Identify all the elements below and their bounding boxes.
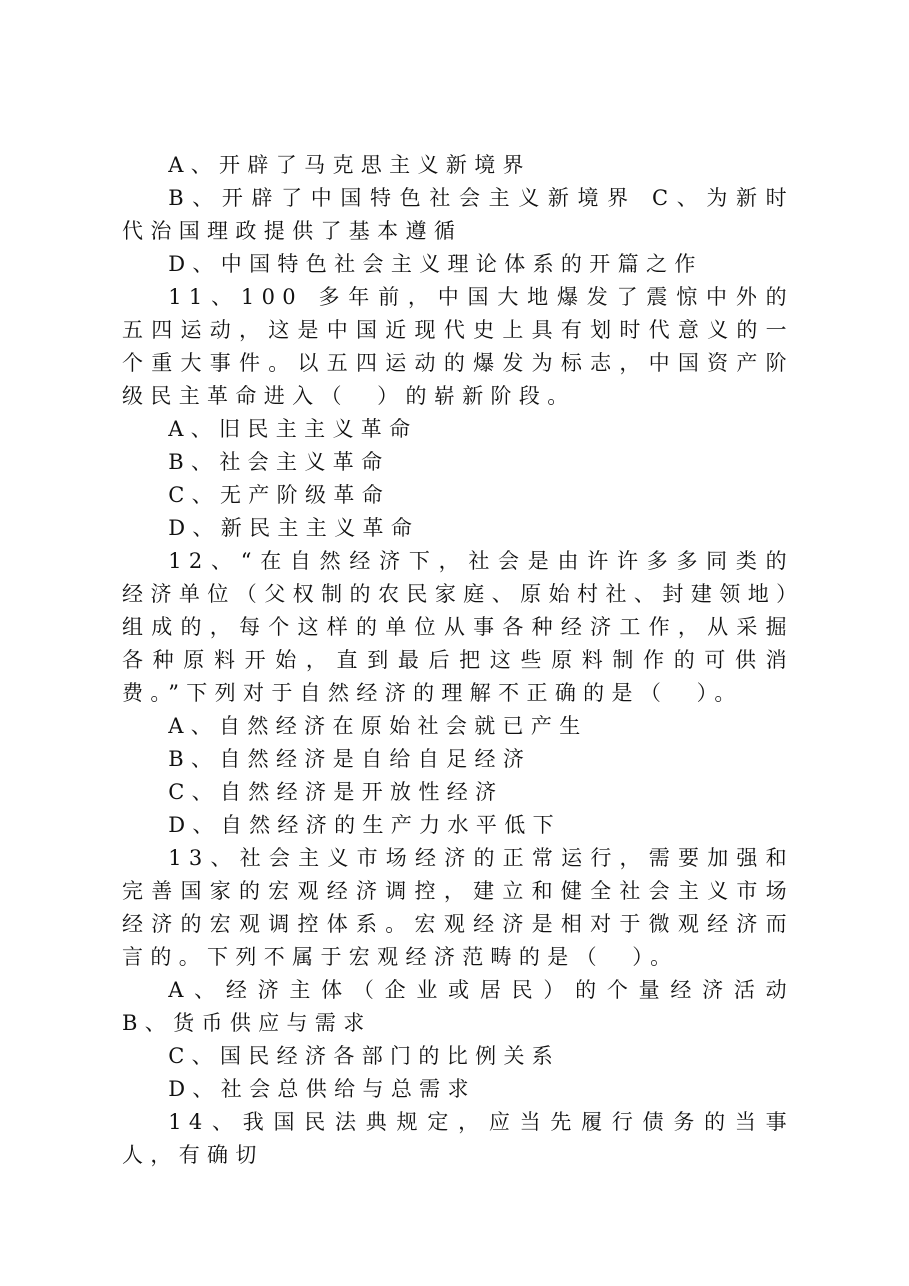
q10-option-d: D、中国特色社会主义理论体系的开篇之作 [168,252,703,276]
q11-option-c: C、无产阶级革命 [168,483,391,507]
q13-option-d: D、社会总供给与总需求 [168,1077,476,1101]
q13-option-c: C、国民经济各部门的比例关系 [168,1044,561,1068]
q11-stem: 11、100 多年前，中国大地爆发了震惊中外的五四运动，这是中国近现代史上具有划时代意义的一个重大事件。以五四运动的爆发为标志，中国资产阶级民主革命进入（ ）的崭新阶段。 [122,285,794,408]
q14-stem: 14、我国民法典规定，应当先履行债务的当事人，有确切 [122,1110,794,1167]
q12-option-c: C、自然经济是开放性经济 [168,780,504,804]
q13-option-a-b: A、经济主体（企业或居民）的个量经济活动 B、货币供应与需求 [122,978,794,1035]
q11-option-a: A、旧民主主义革命 [168,417,418,441]
q13-stem: 13、社会主义市场经济的正常运行，需要加强和完善国家的宏观经济调控，建立和健全社会主义市场经济的宏观调控体系。宏观经济是相对于微观经济而言的。下列不属于宏观经济范畴的是（ ）。 [122,846,794,969]
q12-option-a: A、自然经济在原始社会就已产生 [168,714,588,738]
q11-option-d: D、新民主主义革命 [168,516,420,540]
q10-option-b-c: B、开辟了中国特色社会主义新境界 C、为新时代治国理政提供了基本遵循 [122,186,794,243]
q11-option-b: B、社会主义革命 [168,450,390,474]
q12-option-d: D、自然经济的生产力水平低下 [168,813,561,837]
q12-stem: 12、“在自然经济下，社会是由许许多多同类的经济单位（父权制的农民家庭、原始村社、封建领地）组成的，每个这样的单位从事各种经济工作，从采掘各种原料开始，直到最后把这些原料制作的可供消费。”下列对于自然经济的理解不正确的是（ ）。 [122,549,794,705]
q10-option-a: A、开辟了马克思主义新境界 [168,153,531,177]
document-body [122,149,794,1172]
q12-option-b: B、自然经济是自给自足经济 [168,747,532,771]
